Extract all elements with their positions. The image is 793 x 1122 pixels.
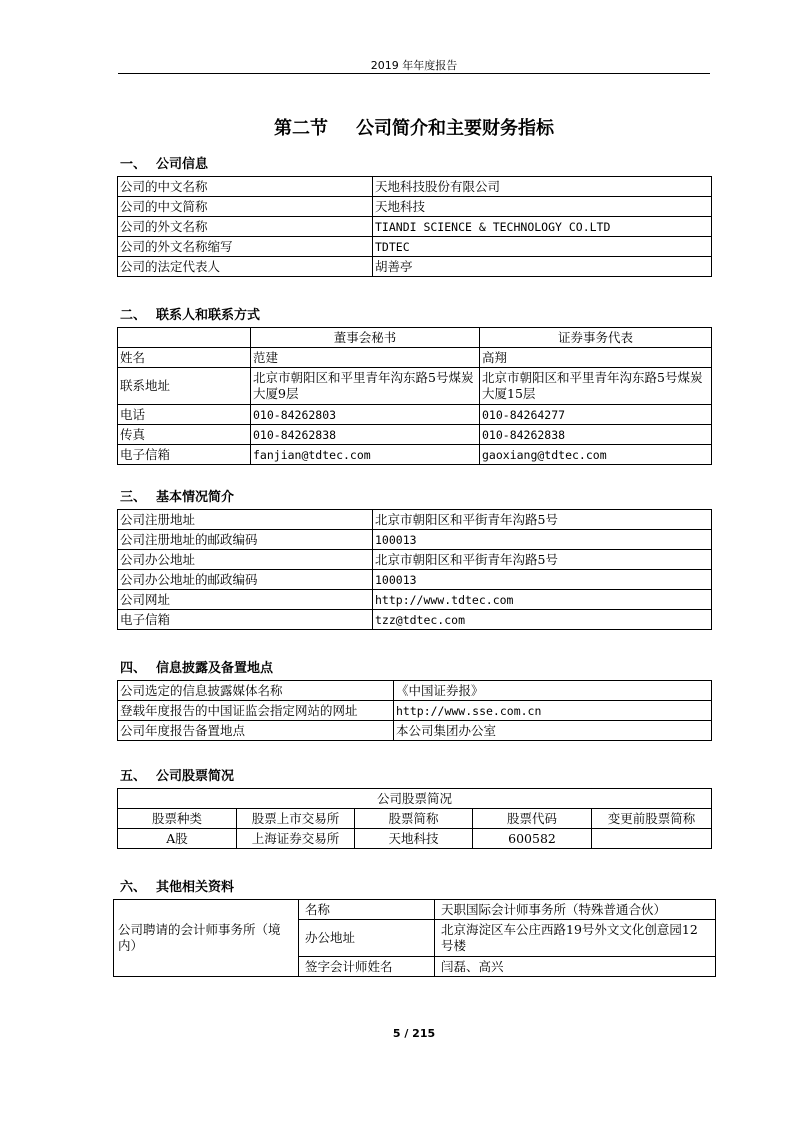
auditor-label-cell: 公司聘请的会计师事务所（境内）	[114, 900, 299, 977]
label-cell: 公司的中文名称	[118, 177, 373, 197]
label-cell: 公司办公地址	[118, 550, 373, 570]
section-number: 第二节	[274, 118, 328, 139]
key-cell: 名称	[299, 900, 435, 920]
label-cell: 公司的法定代表人	[118, 257, 373, 277]
key-cell: 办公地址	[299, 920, 435, 957]
header-cell: 证券事务代表	[480, 328, 712, 348]
table-row	[118, 550, 712, 570]
table-row	[118, 570, 712, 590]
section-name: 公司简介和主要财务指标	[356, 118, 554, 139]
table-row	[118, 829, 712, 849]
header-cell: 股票简称	[355, 809, 473, 829]
table-caption: 公司股票简况	[118, 789, 712, 809]
header-cell: 股票代码	[473, 809, 592, 829]
table-caption-row	[118, 789, 712, 809]
label-cell: 公司选定的信息披露媒体名称	[118, 681, 394, 701]
value-cell: 010-84262838	[251, 425, 480, 445]
table-header-row	[118, 328, 712, 348]
table-row	[118, 590, 712, 610]
label-cell: 公司年度报告备置地点	[118, 721, 394, 741]
table-row	[118, 445, 712, 465]
website-link[interactable]: http://www.sse.com.cn	[394, 701, 712, 721]
table-row	[118, 405, 712, 425]
value-cell: 闫磊、高兴	[435, 957, 716, 977]
email-link[interactable]: tzz@tdtec.com	[373, 610, 712, 630]
table-row	[114, 900, 716, 920]
page-number: 5 / 215	[392, 1027, 436, 1040]
table-row	[118, 530, 712, 550]
page-header: 2019 年年度报告	[370, 59, 458, 72]
table-row	[118, 681, 712, 701]
value-cell: TIANDI SCIENCE & TECHNOLOGY CO.LTD	[373, 217, 712, 237]
table-row	[118, 425, 712, 445]
value-cell: 本公司集团办公室	[394, 721, 712, 741]
value-cell: 北京市朝阳区和平街青年沟路5号	[373, 550, 712, 570]
key-cell: 签字会计师姓名	[299, 957, 435, 977]
stock-table	[117, 788, 712, 849]
value-cell: 100013	[373, 570, 712, 590]
label-cell: 公司注册地址的邮政编码	[118, 530, 373, 550]
table-row	[118, 257, 712, 277]
table-row	[118, 177, 712, 197]
value-cell: TDTEC	[373, 237, 712, 257]
table-row	[118, 701, 712, 721]
value-cell: A股	[118, 829, 237, 849]
table-row	[118, 721, 712, 741]
value-cell: 北京市朝阳区和平里青年沟东路5号煤炭大厦15层	[480, 368, 712, 405]
website-link[interactable]: http://www.tdtec.com	[373, 590, 712, 610]
label-cell: 公司办公地址的邮政编码	[118, 570, 373, 590]
header-cell: 股票种类	[118, 809, 237, 829]
label-cell: 登载年度报告的中国证监会指定网站的网址	[118, 701, 394, 721]
label-cell: 联系地址	[118, 368, 251, 405]
value-cell: 上海证券交易所	[237, 829, 355, 849]
table-row	[118, 348, 712, 368]
label-cell: 电话	[118, 405, 251, 425]
table-row	[118, 217, 712, 237]
value-cell: 天地科技	[355, 829, 473, 849]
label-cell: 公司的中文简称	[118, 197, 373, 217]
heading-contacts: 二、 联系人和联系方式	[120, 308, 261, 323]
label-cell: 公司的外文名称缩写	[118, 237, 373, 257]
company-info-table	[117, 176, 712, 277]
value-cell: 天地科技	[373, 197, 712, 217]
label-cell: 电子信箱	[118, 610, 373, 630]
header-divider	[118, 73, 710, 74]
heading-stock: 五、 公司股票简况	[120, 769, 235, 784]
label-cell: 传真	[118, 425, 251, 445]
label-cell: 电子信箱	[118, 445, 251, 465]
heading-basic-info: 三、 基本情况简介	[120, 490, 235, 505]
value-cell: 范建	[251, 348, 480, 368]
value-cell: 100013	[373, 530, 712, 550]
value-cell	[592, 829, 712, 849]
header-cell	[118, 328, 251, 348]
table-row	[118, 368, 712, 405]
value-cell: 北京海淀区车公庄西路19号外文文化创意园12 号楼	[435, 920, 716, 957]
value-cell: 《中国证券报》	[394, 681, 712, 701]
value-cell: 010-84262803	[251, 405, 480, 425]
disclosure-table	[117, 680, 712, 741]
value-cell: 北京市朝阳区和平里青年沟东路5号煤炭大厦9层	[251, 368, 480, 405]
header-cell: 变更前股票简称	[592, 809, 712, 829]
header-cell: 股票上市交易所	[237, 809, 355, 829]
value-cell: 010-84264277	[480, 405, 712, 425]
table-header-row	[118, 809, 712, 829]
table-row	[118, 237, 712, 257]
heading-company-info: 一、 公司信息	[120, 157, 209, 172]
value-cell: 胡善亭	[373, 257, 712, 277]
table-row	[118, 197, 712, 217]
label-cell: 公司的外文名称	[118, 217, 373, 237]
value-cell: 高翔	[480, 348, 712, 368]
value-cell: fanjian@tdtec.com	[251, 445, 480, 465]
header-cell: 董事会秘书	[251, 328, 480, 348]
value-cell: 010-84262838	[480, 425, 712, 445]
other-table	[113, 899, 716, 977]
value-cell: 北京市朝阳区和平街青年沟路5号	[373, 510, 712, 530]
value-cell: 天职国际会计师事务所（特殊普通合伙）	[435, 900, 716, 920]
value-cell: 600582	[473, 829, 592, 849]
value-cell: gaoxiang@tdtec.com	[480, 445, 712, 465]
basic-info-table	[117, 509, 712, 630]
label-cell: 姓名	[118, 348, 251, 368]
heading-other: 六、 其他相关资料	[120, 880, 235, 895]
label-cell: 公司注册地址	[118, 510, 373, 530]
table-row	[118, 510, 712, 530]
section-title	[118, 114, 710, 140]
label-cell: 公司网址	[118, 590, 373, 610]
heading-disclosure: 四、 信息披露及备置地点	[120, 661, 274, 676]
value-cell: 天地科技股份有限公司	[373, 177, 712, 197]
table-row	[118, 610, 712, 630]
contacts-table	[117, 327, 712, 465]
